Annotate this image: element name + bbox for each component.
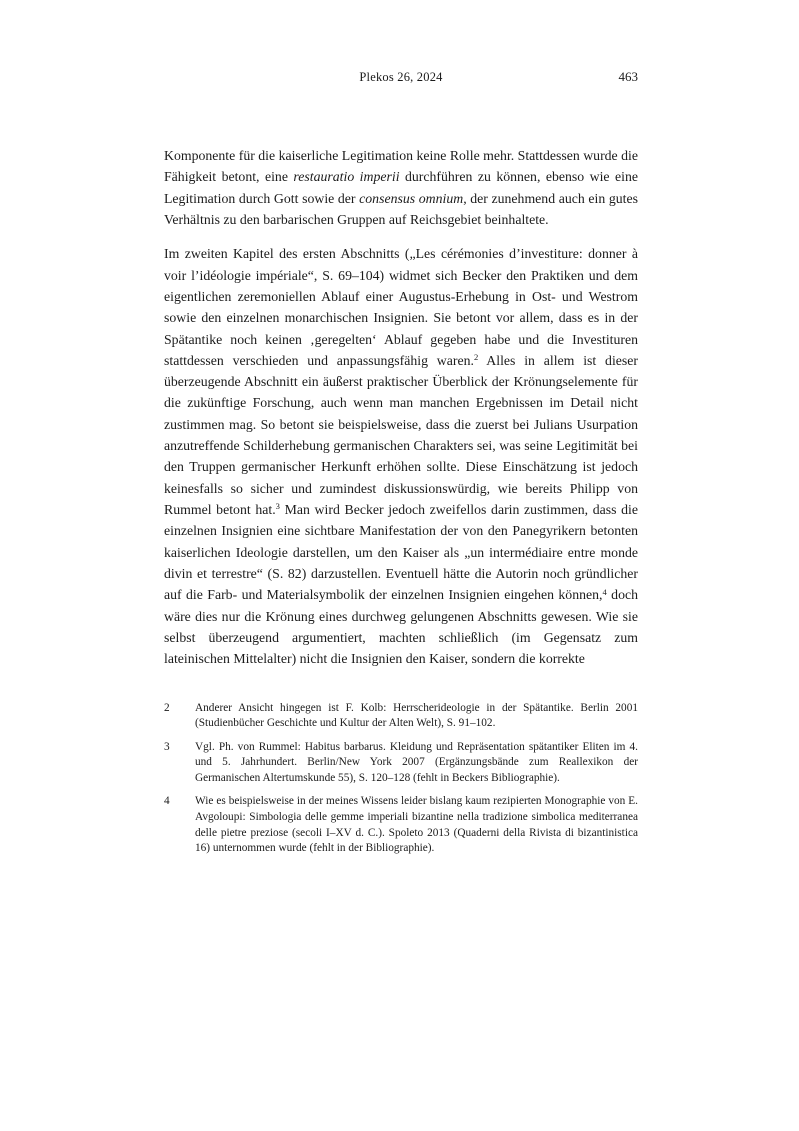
- journal-title: Plekos 26, 2024: [359, 70, 443, 84]
- paragraph-1: Komponente für die kaiserliche Legitimation keine Rolle mehr. Stattdessen wurde die Fähigkeit betont, eine restauratio imperii durchführen zu können, ebenso wie eine Legitimation durch Gott sowie der consensus omnium, der zunehmend auch ein gutes Verhältnis zu den barbarischen Gruppen auf Reichsgebiet beinhaltete.: [164, 148, 638, 227]
- footnote-number: 2: [164, 701, 170, 714]
- page-number: 463: [618, 69, 638, 84]
- footnote-text: Vgl. Ph. von Rummel: Habitus barbarus. Kleidung und Repräsentation spätantiker Eliten im 4. und 5. Jahrhundert. Berlin/New York 2007 (Ergänzungsbände zum Reallexikon der Germanischen Altertumskunde 55), S. 120–128 (fehlt in Beckers Bibliographie).: [195, 740, 638, 784]
- page-content: [164, 70, 638, 857]
- footnotes-section: [164, 701, 638, 857]
- footnote-number: 3: [164, 740, 170, 753]
- footnote: [164, 701, 638, 732]
- footnote-text: Wie es beispielsweise in der meines Wissens leider bislang kaum rezipierten Monographie von E. Avgoloupi: Simbologia delle gemme imperiali bizantine nella tradizione simbolica mediterranea delle pietre preziose (secoli I–XV d. C.). Spoleto 2013 (Quaderni della Rivista di bizantinistica 16) unternommen wurde (fehlt in der Bibliographie).: [195, 795, 638, 855]
- footnote: [164, 740, 638, 787]
- footnote-number: 4: [164, 795, 170, 808]
- running-header: [164, 70, 638, 88]
- footnote: [164, 794, 638, 856]
- paragraph-2: Im zweiten Kapitel des ersten Abschnitts („Les cérémonies d’investiture: donner à voir l’idéologie impériale“, S. 69–104) widmet sich Becker den Praktiken und dem eigentlichen zeremoniellen Ablauf einer Augustus-Erhebung in Ost- und Westrom sowie den einzelnen monarchischen Insignien. Sie betont vor allem, dass es in der Spätantike noch keinen ‚geregelten‘ Ablauf gegeben habe und die Investituren stattdessen verschieden und anpassungsfähig waren.$^2$ Alles in allem ist dieser überzeugende Abschnitt ein äußerst praktischer Überblick der Krönungselemente für die zukünftige Forschung, auch wenn man manchen Ergebnissen im Detail nicht zustimmen mag. So betont sie beispielsweise, dass die zuerst bei Julians Usurpation anzutreffende Schilderhebung germanischen Charakters sei, was seine Legitimität bei den Truppen germanischer Herkunft erhöhen sollte. Diese Einschätzung ist jedoch keinesfalls so sicher und zumindest diskussionswürdig, wie bereits Philipp von Rummel betont hat.$^3$ Man wird Becker jedoch zweifellos darin zustimmen, dass die einzelnen Insignien eine sichtbare Manifestation der von den Panegyrikern betonten kaiserlichen Ideologie darstellen, um den Kaiser als „un intermédiaire entre monde divin et terrestre“ (S. 82) darzustellen. Eventuell hätte die Autorin noch gründlicher auf die Farb- und Materialsymbolik der einzelnen Insignien eingehen können,$^4$ doch wäre dies nur die Krönung eines durchweg gelungenen Abschnitts gewesen. Wie sie selbst überzeugend argumentiert, machten schließlich (im Gegensatz zum lateinischen Mittelalter) nicht die Insignien den Kaiser, sondern die korrekte: [164, 246, 638, 667]
- body-text: [164, 145, 638, 670]
- footnote-text: Anderer Ansicht hingegen ist F. Kolb: Herrscherideologie in der Spätantike. Berlin 2001 (Studienbücher Geschichte und Kultur der Alten Welt), S. 91–102.: [195, 701, 638, 730]
